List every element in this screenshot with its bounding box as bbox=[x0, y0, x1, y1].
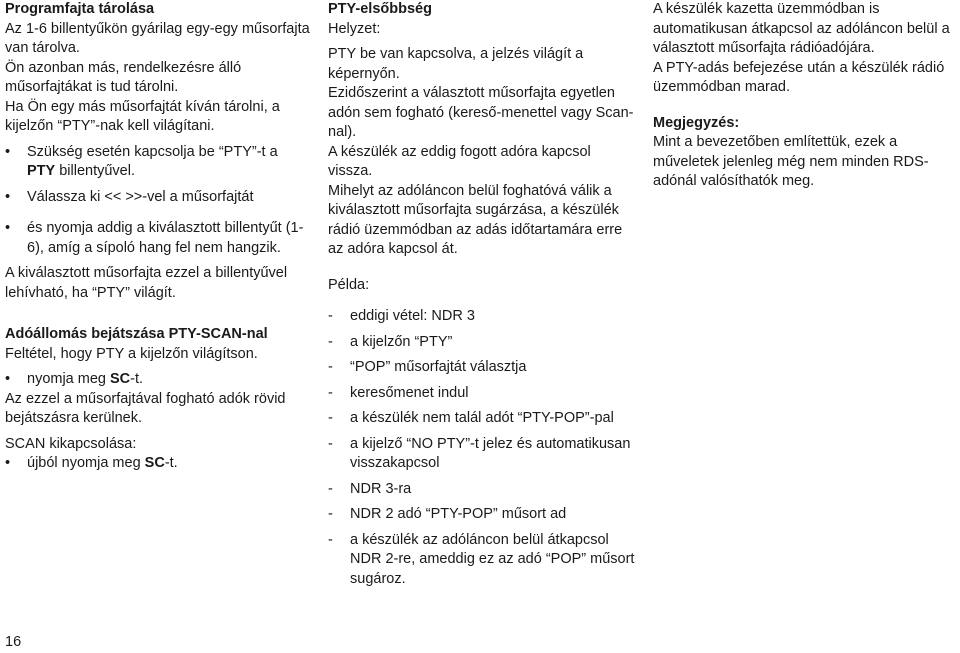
list-item: - NDR 3-ra bbox=[328, 480, 636, 500]
column-left bbox=[5, 0, 312, 474]
sc-key-label: SC bbox=[144, 455, 165, 471]
paragraph: Ön azonban más, rendelkezésre álló műsorfajtákat is tud tárolni. bbox=[5, 59, 242, 95]
bullet-item: • nyomja meg SC-t. bbox=[5, 370, 312, 390]
list-item: - a készülék az adóláncon belül átkapcsol NDR 2-re, ameddig ez az adó “POP” műsort sugároz. bbox=[328, 531, 636, 590]
list-item: - “POP” műsorfajtát választja bbox=[328, 358, 636, 378]
list-item: - NDR 2 adó “PTY-POP” műsort ad bbox=[328, 505, 636, 525]
column-right bbox=[653, 0, 957, 192]
bullet-text: Szükség esetén kapcsolja be “PTY”-t a bbox=[27, 143, 278, 160]
paragraph: A kiválasztott műsorfajta ezzel a billentyűvel lehívható, ha “PTY” világít. bbox=[5, 265, 288, 301]
bullet-item: • és nyomja addig a kiválasztott billentyűt (1-6), amíg a sípoló hang fel nem hangzik. bbox=[5, 219, 312, 258]
bullet-item: • újból nyomja meg SC-t. bbox=[5, 454, 312, 474]
paragraph: Ezidőszerint a választott műsorfajta egyetlen adón sem fogható (kereső-menettel vagy Scan-nal). bbox=[328, 85, 634, 140]
list-item: - a készülék nem talál adót “PTY-POP”-pal bbox=[328, 409, 636, 429]
heading-program-type-storage: Programfajta tárolása bbox=[5, 1, 155, 17]
column-middle bbox=[328, 0, 636, 589]
paragraph: Feltétel, hogy PTY a kijelzőn világítson. bbox=[5, 345, 258, 362]
paragraph: Ha Ön egy más műsorfajtát kíván tárolni, a kijelzőn “PTY”-nak kell világítani. bbox=[5, 98, 280, 134]
pty-key-label: PTY bbox=[27, 163, 56, 179]
page-number: 16 bbox=[5, 634, 22, 650]
paragraph: A PTY-adás befejezése után a készülék rádió üzemmódban marad. bbox=[653, 59, 945, 95]
bullet-item: • Válassza ki << >>-vel a műsorfajtát bbox=[5, 188, 312, 208]
heading-pty-scan: Adóállomás bejátszása PTY-SCAN-nal bbox=[5, 326, 268, 342]
paragraph: Helyzet: bbox=[328, 20, 381, 37]
paragraph: Példa: bbox=[328, 276, 370, 293]
list-item: - keresőmenet indul bbox=[328, 384, 636, 404]
paragraph: PTY be van kapcsolva, a jelzés világít a képernyőn. bbox=[328, 46, 584, 82]
paragraph: A készülék kazetta üzemmódban is automatikusan átkapcsol az adóláncon belül a választott műsorfajta rádióadójára. bbox=[653, 1, 950, 56]
paragraph: SCAN kikapcsolása: bbox=[5, 435, 137, 452]
list-item: - eddigi vétel: NDR 3 bbox=[328, 307, 636, 327]
paragraph: Az 1-6 billentyűkön gyárilag egy-egy műsorfajta van tárolva. bbox=[5, 20, 310, 56]
paragraph: Mint a bevezetőben említettük, ezek a műveletek jelenleg még nem minden RDS-adónál valósíthatók meg. bbox=[653, 134, 929, 189]
bullet-item bbox=[5, 143, 312, 182]
list-item: - a kijelző “NO PTY”-t jelez és automatikusan visszakapcsol bbox=[328, 435, 636, 474]
heading-pty-priority: PTY-elsőbbség bbox=[328, 1, 432, 17]
heading-note: Megjegyzés: bbox=[653, 114, 740, 131]
bullet-text: billentyűvel. bbox=[55, 163, 135, 179]
paragraph: Az ezzel a műsorfajtával fogható adók rövid bejátszásra kerülnek. bbox=[5, 390, 286, 426]
paragraph: Mihelyt az adóláncon belül foghatóvá válik a kiválasztott műsorfajta sugárzása, a készülék rádió üzemmódban az adás időtartamára erre az adóra kapcsol át. bbox=[328, 182, 623, 257]
paragraph: A készülék az eddig fogott adóra kapcsol vissza. bbox=[328, 143, 591, 179]
list-item: - a kijelzőn “PTY” bbox=[328, 333, 636, 353]
sc-key-label: SC bbox=[110, 371, 131, 387]
